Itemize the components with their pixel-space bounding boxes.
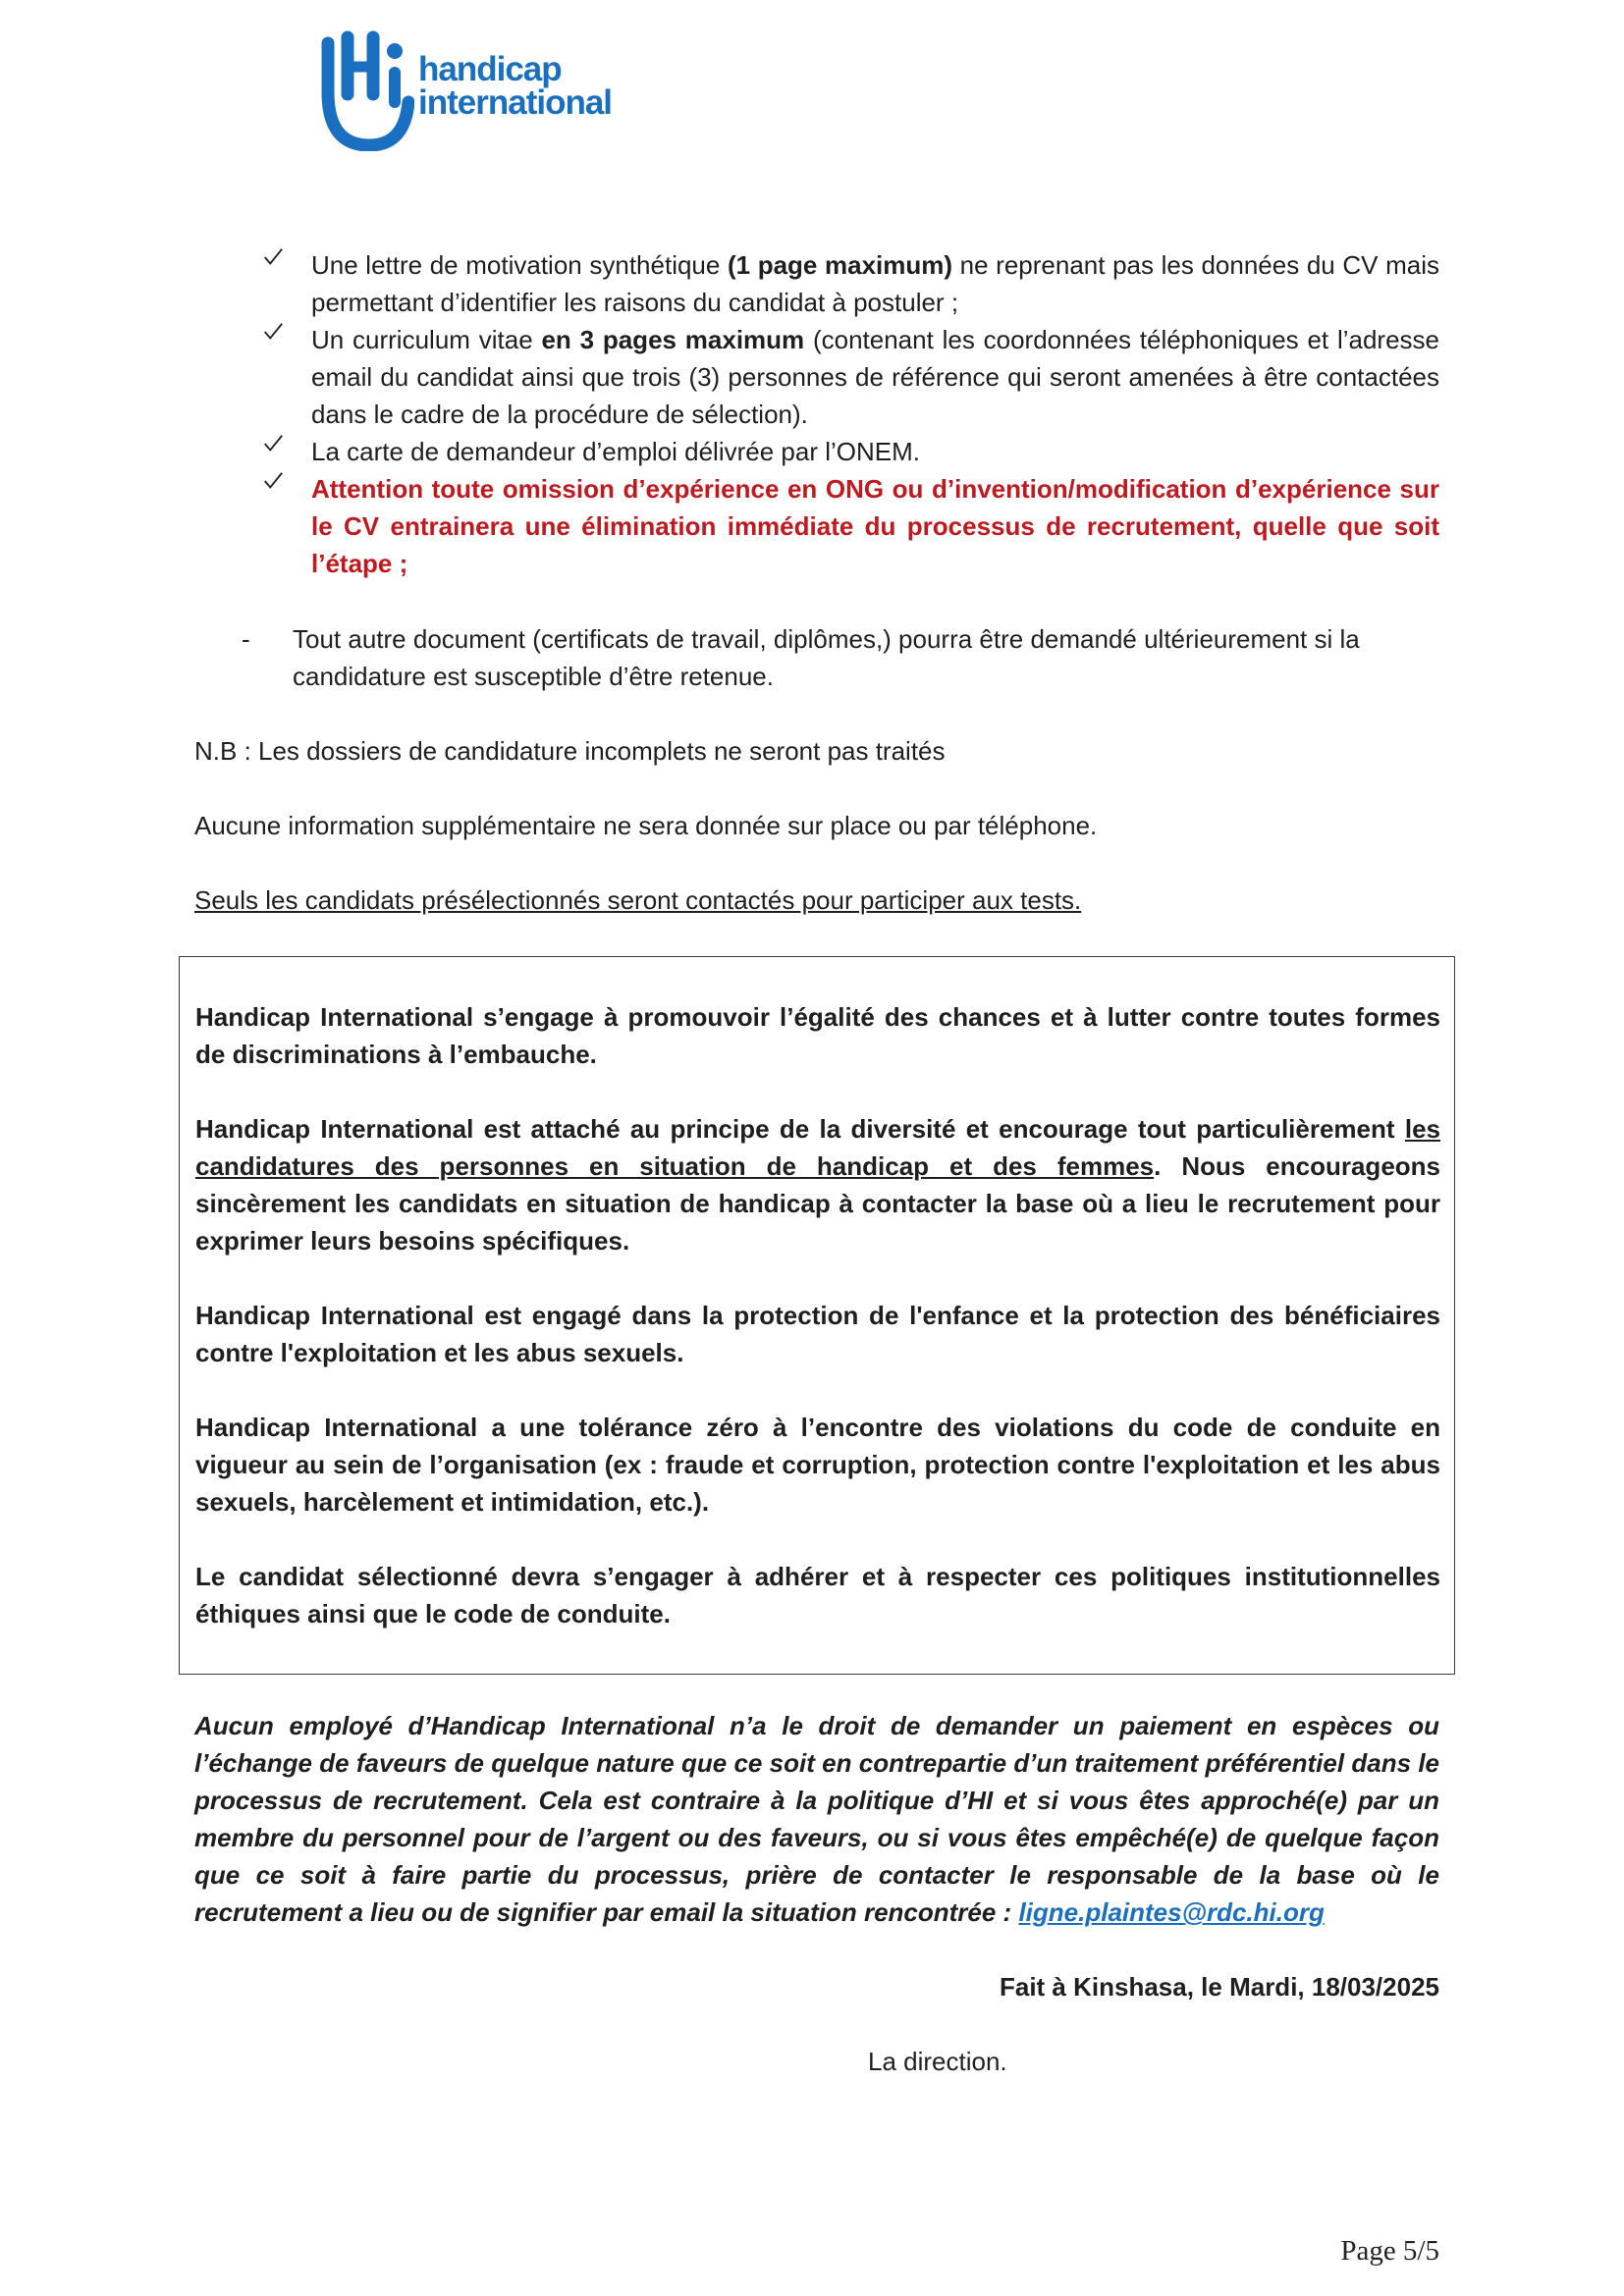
child-protection-paragraph: Handicap International est engagé dans la protection de l'enfance et la protection des bénéficiaires contre l'exploitation et les abus sexuels. [195,1301,1440,1367]
requirement-text: ne reprenant pas les données du CV mais permettant d’identifier les raisons du candidat à postuler ; [311,250,1439,317]
requirement-emphasis: en 3 pages maximum [541,325,805,354]
checkmark-icon [261,321,285,343]
logo-wordmark [418,50,613,122]
list-item [261,433,1439,470]
complaint-email-link[interactable]: ligne.plaintes@rdc.hi.org [1018,1897,1325,1927]
logo-line-2: international [418,83,613,122]
list-item [261,246,1439,321]
page-number: Page 5/5 [1340,2235,1439,2267]
requirement-text: La carte de demandeur d’emploi délivrée par l’ONEM. [311,437,920,466]
policy-box [179,956,1455,1675]
diversity-underlined: les candidatures des personnes en situation de handicap et des femmes [195,1114,1440,1181]
checkmark-icon [261,246,285,268]
requirement-text: Une lettre de motivation synthétique [311,250,728,280]
warning-text: Attention toute omission d’expérience en ONG ou d’invention/modification d’expérience sur le CV entrainera une élimination immédiate du processus de recrutement, quelle que soit l’étape ; [311,474,1439,578]
dash-bullet: - [242,624,250,654]
hi-hand-icon [320,29,414,151]
logo-line-1: handicap [418,50,562,88]
handicap-international-logo [320,29,654,151]
other-documents-item [242,620,1490,695]
list-item [261,470,1439,582]
place-date: Fait à Kinshasa, le Mardi, 18/03/2025 [999,1972,1439,2002]
zero-tolerance-paragraph: Handicap International a une tolérance zéro à l’encontre des violations du code de conduite en vigueur au sein de l’organisation (ex : fraude et corruption, protection contre l'exploitation et les abus sexuels, harcèlement et intimidation, etc.). [195,1413,1440,1517]
checkmark-icon [261,433,285,454]
diversity-paragraph [195,1110,1440,1259]
anti-fraud-text: Aucun employé d’Handicap International n’a le droit de demander un paiement en espèces ou l’échange de faveurs de quelque nature que ce soit en contrepartie d’un traitement préférentiel dans le processus de recrutement. Cela est contraire à la politique d’HI et si vous êtes approché(e) par un membre du personnel pour de l’argent ou des faveurs, ou si vous êtes empêché(e) de quelque façon que ce soit à faire partie du processus, prière de contacter le responsable de la base où le recrutement a lieu ou de signifier par email la situation rencontrée : [194,1711,1439,1927]
nb-note: N.B : Les dossiers de candidature incomplets ne seront pas traités [194,736,946,766]
shortlist-note: Seuls les candidats présélectionnés seront contactés pour participer aux tests. [194,885,1082,915]
requirement-text: Un curriculum vitae [311,325,542,354]
diversity-text: Handicap International est attaché au principe de la diversité et encourage tout particulièrement [195,1114,1405,1144]
requirement-text: (contenant les coordonnées téléphoniques et l’adresse email du candidat ainsi que trois (3) personnes de référence qui seront amenées à être contactées dans le cadre de la procédure de sélection). [311,325,1440,429]
other-documents-text: Tout autre document (certificats de travail, diplômes,) pourra être demandé ultérieurement si la candidature est susceptible d’être retenue. [293,624,1360,691]
code-of-conduct-paragraph: Le candidat sélectionné devra s’engager à adhérer et à respecter ces politiques institutionnelles éthiques ainsi que le code de conduite. [195,1562,1440,1629]
requirement-emphasis: (1 page maximum) [727,250,953,280]
no-info-note: Aucune information supplémentaire ne sera donnée sur place ou par téléphone. [194,811,1098,840]
direction-signature: La direction. [868,2047,1007,2076]
diversity-text-end: . Nous encourageons sincèrement les candidats en situation de handicap à contacter la base où a lieu le recrutement pour exprimer leurs besoins spécifiques. [195,1151,1441,1255]
required-documents-list [261,246,1439,582]
equal-opportunity-paragraph: Handicap International s’engage à promouvoir l’égalité des chances et à lutter contre toutes formes de discriminations à l’embauche. [195,1002,1440,1069]
anti-fraud-notice [194,1707,1439,1931]
list-item [261,321,1439,433]
checkmark-icon [261,470,285,492]
